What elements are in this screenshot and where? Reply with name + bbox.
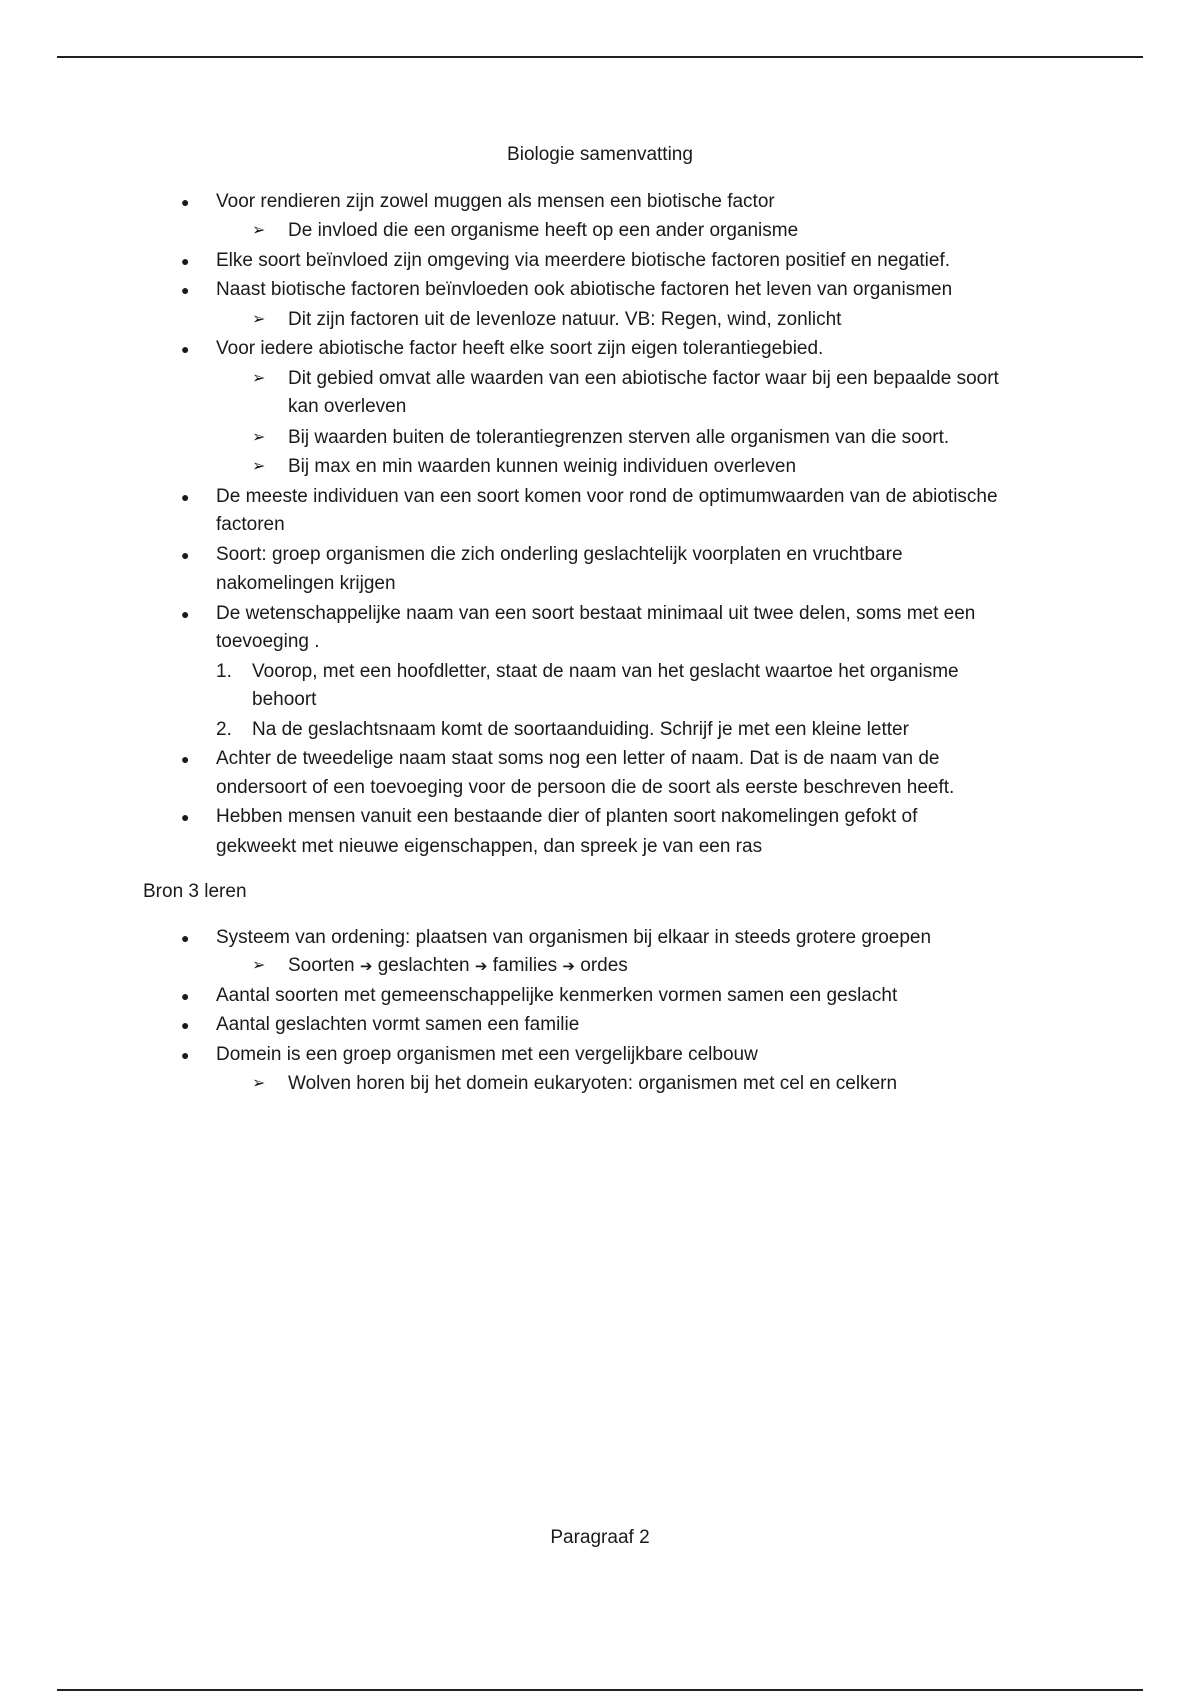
numbered-item: Voorop, met een hoofdletter, staat de naam van het geslacht waartoe het organisme (252, 661, 959, 682)
bullet-icon: ● (181, 341, 190, 357)
list-item: Voor rendieren zijn zowel muggen als mensen een biotische factor (216, 191, 775, 212)
hierarchy-level: Soorten (288, 955, 355, 976)
list-item: De wetenschappelijke naam van een soort bestaat minimaal uit twee delen, soms met een (216, 603, 976, 624)
sub-list-item: De invloed die een organisme heeft op een ander organisme (288, 220, 799, 241)
sub-list-item: Bij max en min waarden kunnen weinig individuen overleven (288, 456, 797, 477)
page-footer: Paragraaf 2 (550, 1527, 650, 1548)
section-heading: Bron 3 leren (143, 881, 247, 902)
numbered-item-continuation: behoort (252, 689, 317, 710)
list-item: Soort: groep organismen die zich onderling geslachtelijk voorplaten en vruchtbare (216, 544, 903, 565)
list-item-continuation: ondersoort of een toevoeging voor de persoon die de soort als eerste beschreven heeft. (216, 777, 955, 798)
bullet-icon: ● (181, 282, 190, 298)
hierarchy-level: ordes (580, 955, 628, 976)
right-arrow-icon: ➔ (562, 958, 575, 975)
sub-list-item (288, 954, 628, 978)
bullet-icon: ● (181, 988, 190, 1004)
arrow-bullet-icon: ➢ (252, 370, 266, 387)
sub-list-item: Dit gebied omvat alle waarden van een abiotische factor waar bij een bepaalde soort (288, 368, 999, 389)
list-item: Elke soort beïnvloed zijn omgeving via meerdere biotische factoren positief en negatief. (216, 250, 951, 271)
list-item-continuation: gekweekt met nieuwe eigenschappen, dan spreek je van een ras (216, 836, 763, 857)
list-item-continuation: nakomelingen krijgen (216, 573, 396, 594)
bottom-rule (57, 1689, 1143, 1691)
sub-list-item-continuation: kan overleven (288, 396, 407, 417)
hierarchy-level: geslachten (377, 955, 470, 976)
bullet-icon: ● (181, 1017, 190, 1033)
list-item: Aantal geslachten vormt samen een familie (216, 1014, 580, 1035)
list-item: De meeste individuen van een soort komen voor rond de optimumwaarden van de abiotische (216, 486, 998, 507)
bullet-icon: ● (181, 253, 190, 269)
list-item: Voor iedere abiotische factor heeft elke soort zijn eigen tolerantiegebied. (216, 338, 824, 359)
bullet-icon: ● (181, 606, 190, 622)
list-item: Aantal soorten met gemeenschappelijke kenmerken vormen samen een geslacht (216, 985, 898, 1006)
sub-list-item: Bij waarden buiten de tolerantiegrenzen sterven alle organismen van die soort. (288, 427, 950, 448)
arrow-bullet-icon: ➢ (252, 311, 266, 328)
numbered-marker: 2. (216, 719, 232, 740)
bullet-icon: ● (181, 194, 190, 210)
list-item: Hebben mensen vanuit een bestaande dier of planten soort nakomelingen gefokt of (216, 806, 918, 827)
arrow-bullet-icon: ➢ (252, 429, 266, 446)
arrow-bullet-icon: ➢ (252, 222, 266, 239)
arrow-bullet-icon: ➢ (252, 957, 266, 974)
bullet-icon: ● (181, 930, 190, 946)
list-item: Systeem van ordening: plaatsen van organismen bij elkaar in steeds grotere groepen (216, 927, 932, 948)
bullet-icon: ● (181, 751, 190, 767)
arrow-bullet-icon: ➢ (252, 1075, 266, 1092)
list-item: Domein is een groep organismen met een vergelijkbare celbouw (216, 1044, 758, 1065)
bullet-icon: ● (181, 489, 190, 505)
bullet-icon: ● (181, 1047, 190, 1063)
list-item: Naast biotische factoren beïnvloeden ook abiotische factoren het leven van organismen (216, 279, 953, 300)
sub-list-item: Dit zijn factoren uit de levenloze natuur. VB: Regen, wind, zonlicht (288, 309, 842, 330)
numbered-marker: 1. (216, 661, 232, 682)
list-item: Achter de tweedelige naam staat soms nog een letter of naam. Dat is de naam van de (216, 748, 940, 769)
right-arrow-icon: ➔ (474, 958, 488, 975)
numbered-item: Na de geslachtsnaam komt de soortaanduiding. Schrijf je met een kleine letter (252, 719, 909, 740)
bullet-icon: ● (181, 809, 190, 825)
arrow-bullet-icon: ➢ (252, 458, 266, 475)
top-rule (57, 56, 1143, 58)
list-item-continuation: factoren (216, 514, 285, 535)
right-arrow-icon: ➔ (359, 958, 373, 975)
page-title: Biologie samenvatting (507, 144, 693, 165)
hierarchy-level: families (492, 955, 558, 976)
sub-list-item: Wolven horen bij het domein eukaryoten: organismen met cel en celkern (288, 1073, 898, 1094)
bullet-icon: ● (181, 547, 190, 563)
list-item-continuation: toevoeging . (216, 631, 320, 652)
